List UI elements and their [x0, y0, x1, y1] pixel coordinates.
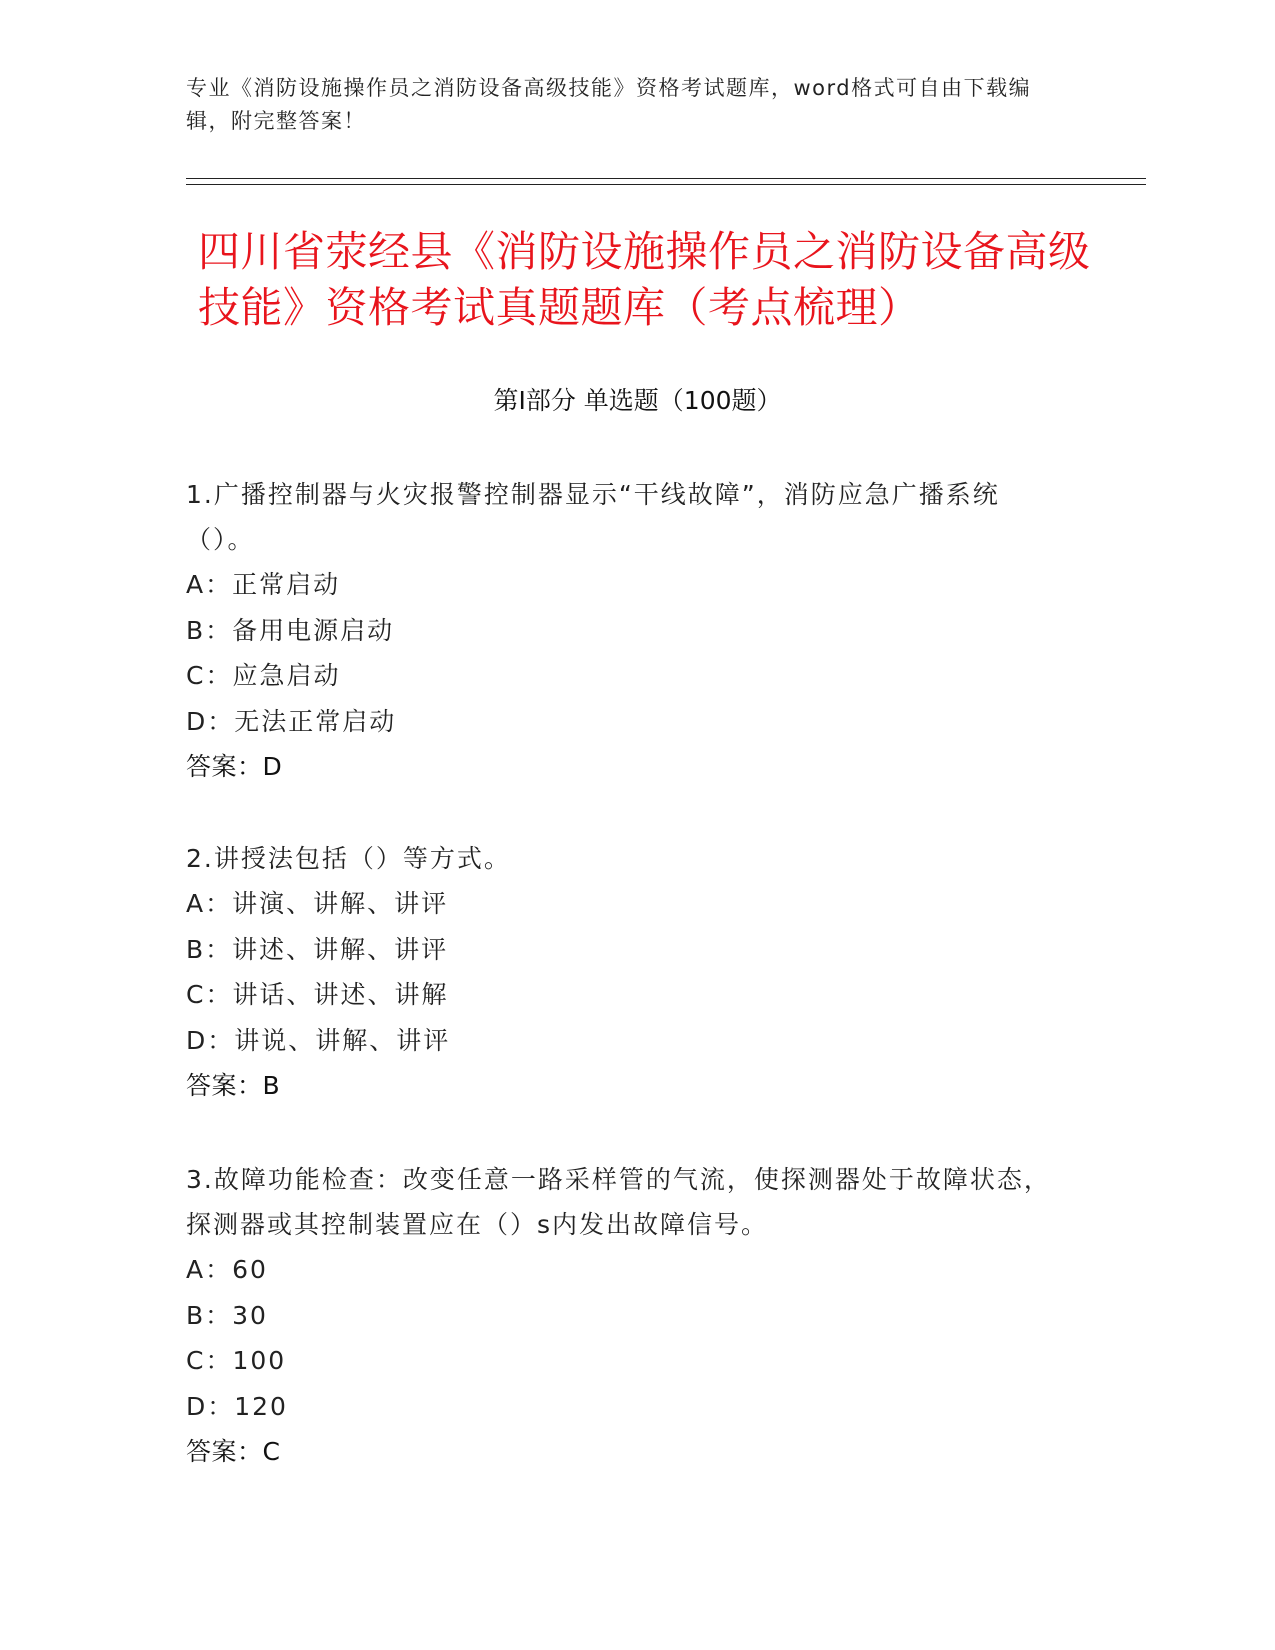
document-title: 四川省荥经县《消防设施操作员之消防设备高级技能》资格考试真题题库（考点梳理）: [198, 227, 1091, 332]
header-divider-bottom: [186, 184, 1146, 185]
option-a: A：讲演、讲解、讲评: [186, 889, 449, 918]
question-stem: 1.广播控制器与火灾报警控制器显示“干线故障”，消防应急广播系统（）。: [186, 480, 1000, 554]
option-a: A：60: [186, 1255, 268, 1284]
answer: 答案：D: [186, 752, 283, 781]
option-b: B：讲述、讲解、讲评: [186, 934, 449, 964]
header-divider-top: [186, 178, 1146, 179]
question-stem: 3.故障功能检查：改变任意一路采样管的气流，使探测器处于故障状态，探测器或其控制装置应在（）s内发出故障信号。: [186, 1165, 1051, 1239]
option-c: C：100: [186, 1346, 287, 1375]
option-d: D：120: [186, 1391, 288, 1421]
question-stem: 2.讲授法包括（）等方式。: [186, 844, 511, 873]
question-2: [186, 836, 1066, 1108]
option-b: B：备用电源启动: [186, 615, 395, 645]
header-note: 专业《消防设施操作员之消防设备高级技能》资格考试题库，word格式可自由下载编辑，附完整答案！: [186, 76, 1032, 133]
section-title: 第Ⅰ部分 单选题（100题）: [493, 386, 782, 415]
answer: 答案：C: [186, 1437, 281, 1466]
option-d: D：无法正常启动: [186, 706, 397, 736]
question-1: [186, 472, 1066, 789]
option-c: C：讲话、讲述、讲解: [186, 980, 449, 1009]
option-a: A：正常启动: [186, 570, 341, 599]
option-d: D：讲说、讲解、讲评: [186, 1025, 451, 1055]
question-3: [186, 1157, 1066, 1474]
option-c: C：应急启动: [186, 661, 341, 690]
answer: 答案：B: [186, 1071, 281, 1100]
option-b: B：30: [186, 1300, 268, 1330]
